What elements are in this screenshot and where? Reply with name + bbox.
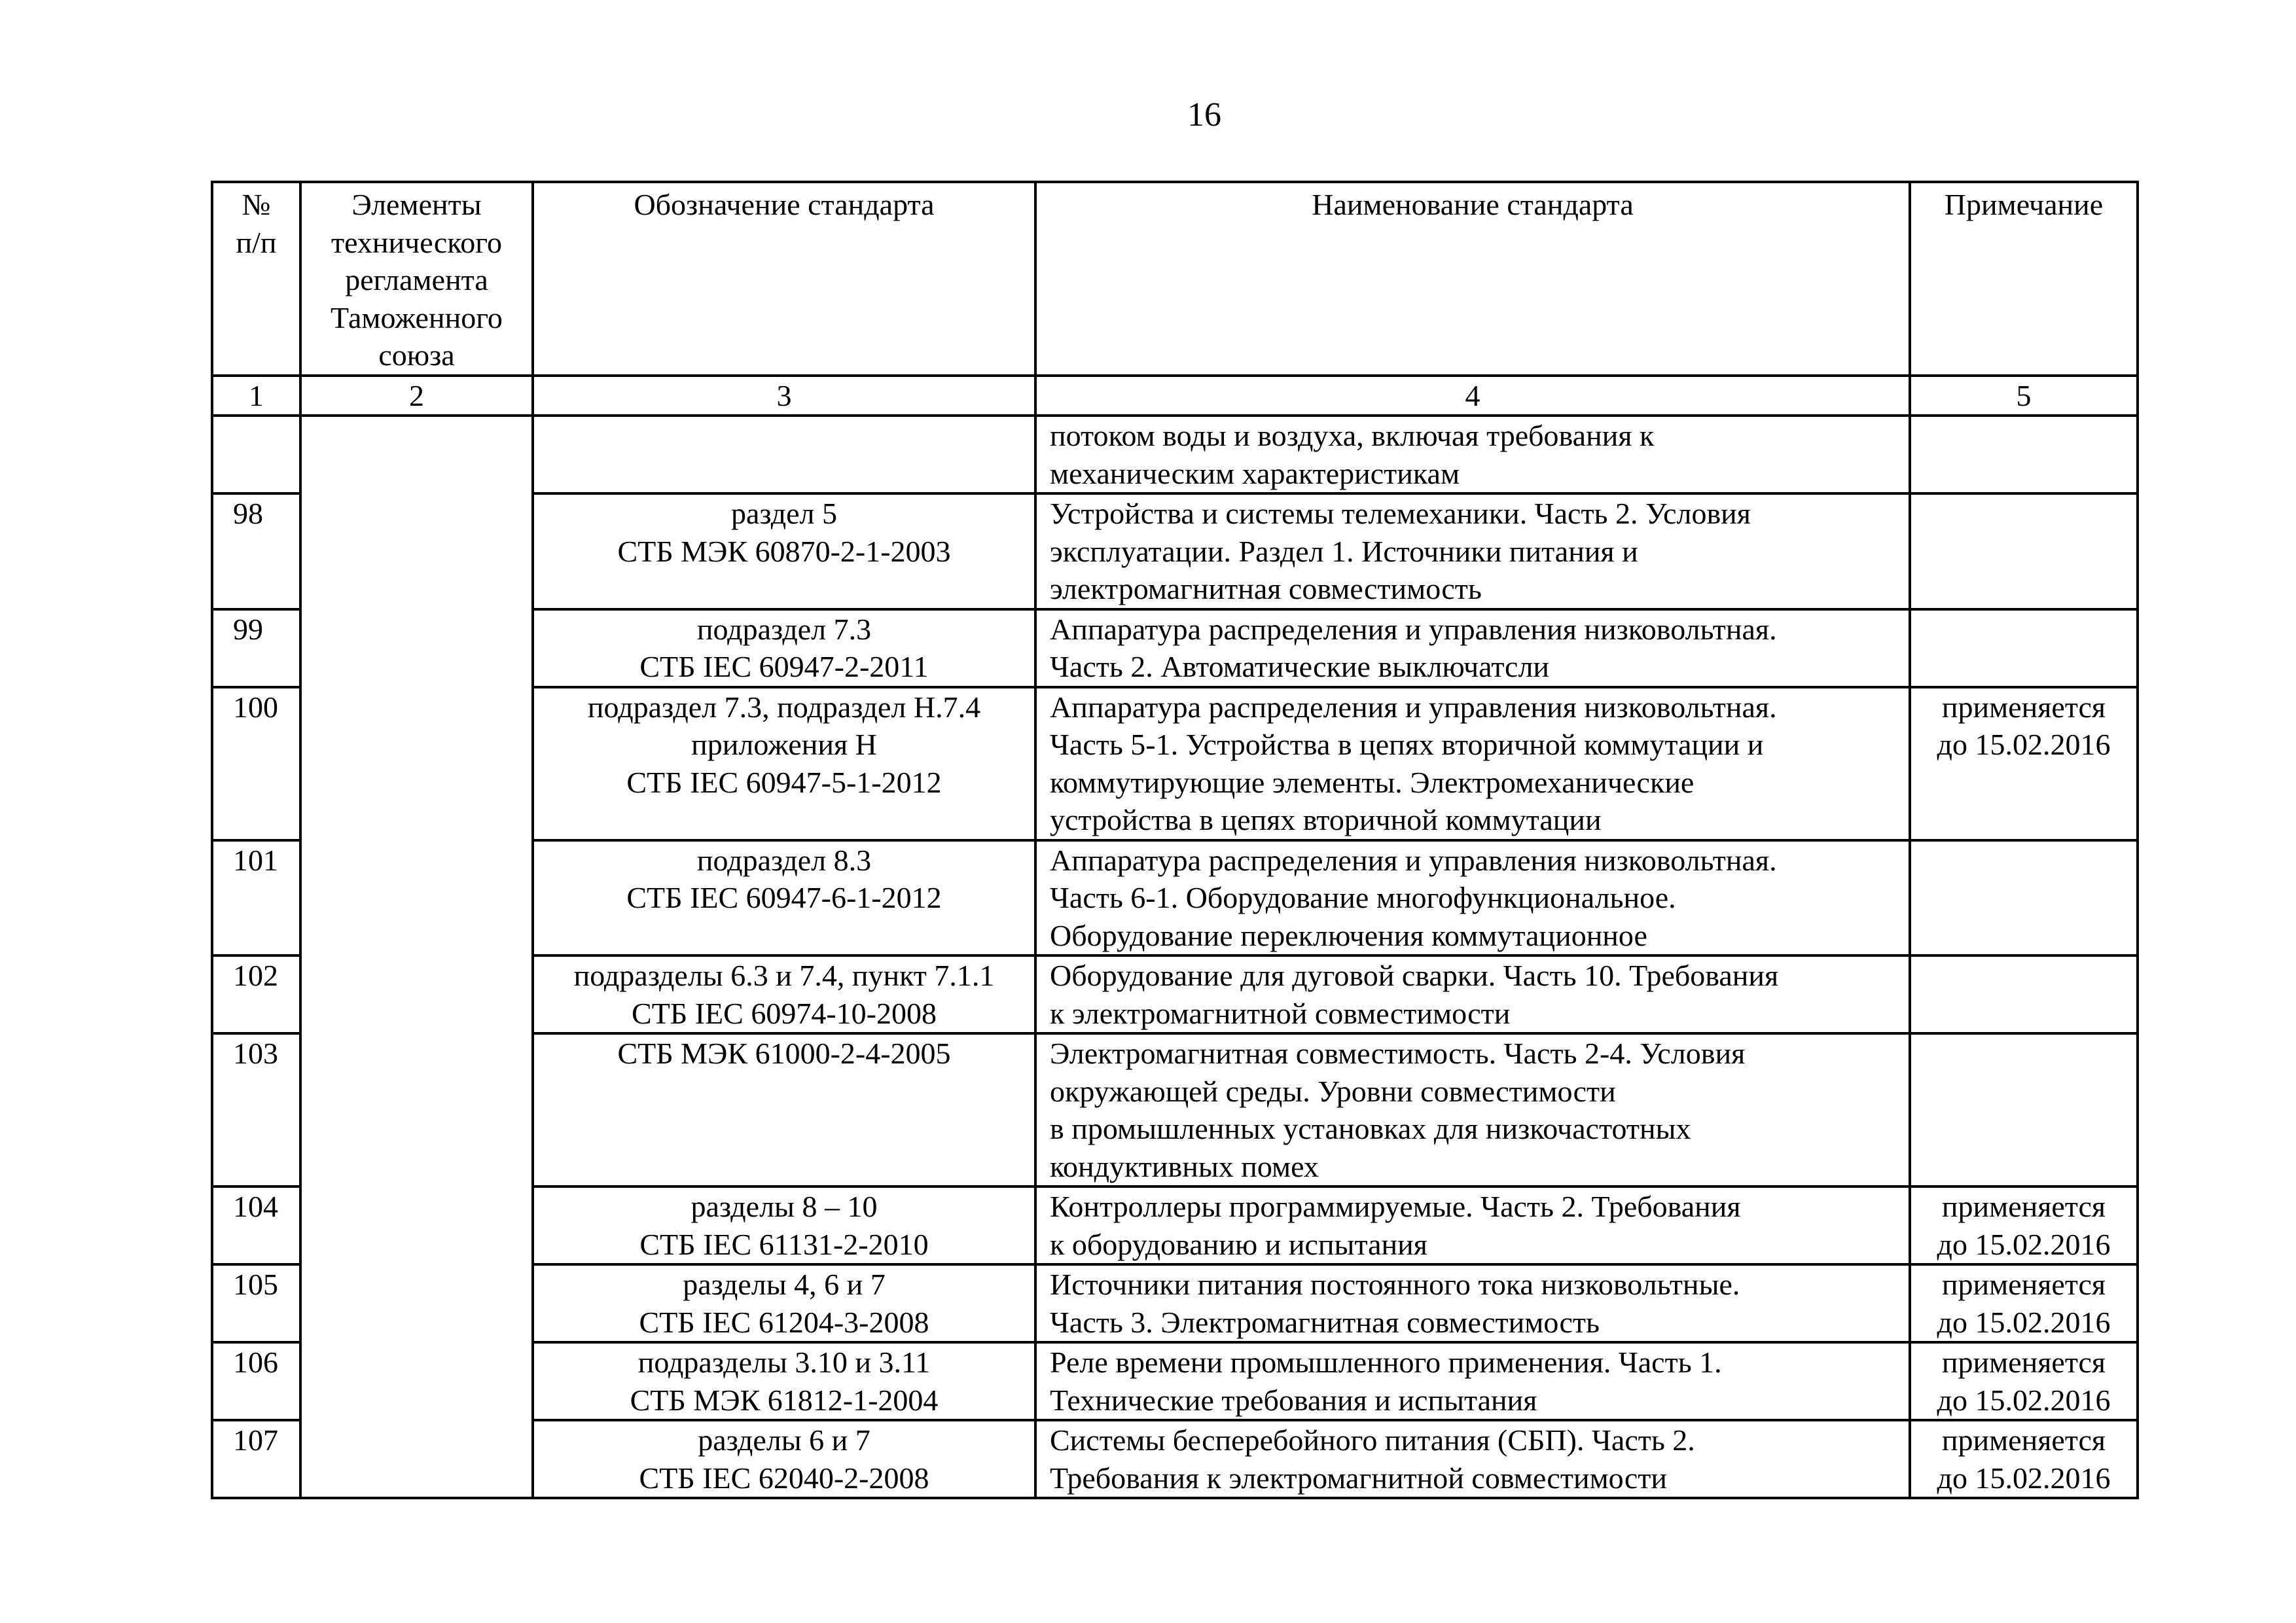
header-row xyxy=(212,182,2138,376)
cell-line: разделы 8 – 10 xyxy=(691,1190,878,1223)
note xyxy=(1910,840,2138,956)
cell-line: СТБ МЭК 61000-2-4-2005 xyxy=(617,1037,951,1070)
cell-line: окружающей среды. Уровни совместимости xyxy=(1050,1074,1616,1108)
cell-line: СТБ IEC 61204-3-2008 xyxy=(639,1305,929,1339)
standard-name xyxy=(1035,840,1910,956)
cell-line: приложения Н xyxy=(691,728,877,761)
cell-line: Часть 2. Автоматические выключатсли xyxy=(1050,650,1550,683)
row-number: 107 xyxy=(212,1420,300,1498)
cell-line: подразделы 6.3 и 7.4, пункт 7.1.1 xyxy=(573,959,995,992)
row-number: 104 xyxy=(212,1186,300,1264)
note xyxy=(1910,1342,2138,1420)
standard-name xyxy=(1035,493,1910,609)
cell-line: СТБ IEC 62040-2-2008 xyxy=(639,1461,929,1495)
cell-line: к оборудованию и испытания xyxy=(1050,1227,1427,1261)
standard-name xyxy=(1035,416,1910,493)
note xyxy=(1910,1420,2138,1498)
note xyxy=(1910,416,2138,493)
standards-table xyxy=(211,181,2139,1499)
cell-line: применяется xyxy=(1941,1423,2106,1457)
cell-line: СТБ IEC 60947-2-2011 xyxy=(639,650,929,683)
cell-line: разделы 4, 6 и 7 xyxy=(683,1268,886,1301)
note xyxy=(1910,687,2138,840)
header-standard-name: Наименование стандарта xyxy=(1035,182,1910,376)
cell-line: до 15.02.2016 xyxy=(1937,1305,2111,1339)
cell-line: потоком воды и воздуха, включая требования к xyxy=(1050,419,1655,452)
standard-name xyxy=(1035,1264,1910,1342)
note xyxy=(1910,609,2138,687)
cell-line: СТБ IEC 61131-2-2010 xyxy=(639,1227,929,1261)
header-number: № п/п xyxy=(212,182,300,376)
cell-line: Оборудование для дуговой сварки. Часть 10. Требования xyxy=(1050,959,1779,992)
cell-line: подраздел 7.3 xyxy=(696,612,872,646)
standard-designation xyxy=(533,955,1035,1033)
cell-line: СТБ IEC 60974-10-2008 xyxy=(632,996,937,1030)
row-number: 100 xyxy=(212,687,300,840)
column-index: 5 xyxy=(1910,376,2138,416)
row-number: 105 xyxy=(212,1264,300,1342)
column-index: 3 xyxy=(533,376,1035,416)
standard-name xyxy=(1035,1420,1910,1498)
note xyxy=(1910,1033,2138,1186)
cell-line: Устройства и системы телемеханики. Часть 2. Условия xyxy=(1050,497,1751,530)
column-index: 2 xyxy=(300,376,533,416)
regulation-elements-cell xyxy=(300,416,533,1498)
cell-line: электромагнитная совместимость xyxy=(1050,572,1482,605)
cell-line: применяется xyxy=(1941,1190,2106,1223)
note xyxy=(1910,493,2138,609)
row-number: 101 xyxy=(212,840,300,956)
row-number: 98 xyxy=(212,493,300,609)
note xyxy=(1910,1264,2138,1342)
cell-line: применяется xyxy=(1941,1268,2106,1301)
standard-designation xyxy=(533,493,1035,609)
header-note: Примечание xyxy=(1910,182,2138,376)
standard-designation xyxy=(533,840,1035,956)
cell-line: разделы 6 и 7 xyxy=(698,1423,870,1457)
note xyxy=(1910,955,2138,1033)
standard-designation xyxy=(533,1186,1035,1264)
cell-line: подраздел 7.3, подраздел Н.7.4 xyxy=(587,690,981,724)
row-number xyxy=(212,416,300,493)
cell-line: Часть 3. Электромагнитная совместимость xyxy=(1050,1305,1600,1339)
cell-line: раздел 5 xyxy=(730,497,838,530)
column-index: 1 xyxy=(212,376,300,416)
cell-line: Контроллеры программируемые. Часть 2. Требования xyxy=(1050,1190,1741,1223)
table-body xyxy=(212,416,2138,1498)
cell-line: Аппаратура распределения и управления низковольтная. xyxy=(1050,612,1777,646)
cell-line: Источники питания постоянного тока низковольтные. xyxy=(1050,1268,1740,1301)
cell-line: до 15.02.2016 xyxy=(1937,1461,2111,1495)
cell-line: СТБ IEC 60947-6-1-2012 xyxy=(626,881,942,914)
cell-line: применяется xyxy=(1941,1346,2106,1379)
cell-line: в промышленных установках для низкочастотных xyxy=(1050,1112,1691,1145)
cell-line: подразделы 3.10 и 3.11 xyxy=(637,1346,931,1379)
row-number: 99 xyxy=(212,609,300,687)
cell-line: до 15.02.2016 xyxy=(1937,1383,2111,1417)
column-index: 4 xyxy=(1035,376,1910,416)
cell-line: СТБ МЭК 61812-1-2004 xyxy=(630,1383,939,1417)
cell-line: Требования к электромагнитной совместимости xyxy=(1050,1461,1667,1495)
page-number: 16 xyxy=(1187,96,1221,134)
standard-designation xyxy=(533,1342,1035,1420)
standard-name xyxy=(1035,1342,1910,1420)
table-row xyxy=(212,416,2138,493)
cell-line: Системы бесперебойного питания (СБП). Часть 2. xyxy=(1050,1423,1695,1457)
standard-name xyxy=(1035,1186,1910,1264)
cell-line: Электромагнитная совместимость. Часть 2-4. Условия xyxy=(1050,1037,1746,1070)
cell-line: Реле времени промышленного применения. Часть 1. xyxy=(1050,1346,1722,1379)
cell-line: Оборудование переключения коммутационное xyxy=(1050,918,1647,952)
cell-line: Аппаратура распределения и управления низковольтная. xyxy=(1050,843,1777,877)
row-number: 103 xyxy=(212,1033,300,1186)
cell-line: устройства в цепях вторичной коммутации xyxy=(1050,803,1602,836)
cell-line: СТБ IEC 60947-5-1-2012 xyxy=(626,765,942,799)
cell-line: Часть 6-1. Оборудование многофункциональное. xyxy=(1050,881,1676,914)
cell-line: к электромагнитной совместимости xyxy=(1050,996,1511,1030)
cell-line: СТБ МЭК 60870-2-1-2003 xyxy=(617,534,951,568)
standard-designation xyxy=(533,687,1035,840)
row-number: 106 xyxy=(212,1342,300,1420)
cell-line: Часть 5-1. Устройства в цепях вторичной коммутации и xyxy=(1050,728,1764,761)
cell-line: Аппаратура распределения и управления низковольтная. xyxy=(1050,690,1777,724)
header-regulation-elements: Элементы технического регламента Таможенного союза xyxy=(300,182,533,376)
column-index-row xyxy=(212,376,2138,416)
header-standard-designation: Обозначение стандарта xyxy=(533,182,1035,376)
standard-designation xyxy=(533,1264,1035,1342)
row-number: 102 xyxy=(212,955,300,1033)
cell-line: применяется xyxy=(1941,690,2106,724)
standard-designation xyxy=(533,1033,1035,1186)
cell-line: Технические требования и испытания xyxy=(1050,1383,1537,1417)
standard-name xyxy=(1035,955,1910,1033)
cell-line: эксплуатации. Раздел 1. Источники питания и xyxy=(1050,534,1638,568)
cell-line: подраздел 8.3 xyxy=(696,843,872,877)
cell-line: до 15.02.2016 xyxy=(1937,728,2111,761)
cell-line: коммутирующие элементы. Электромеханические xyxy=(1050,765,1695,799)
standard-designation xyxy=(533,416,1035,493)
standard-designation xyxy=(533,1420,1035,1498)
standard-name xyxy=(1035,1033,1910,1186)
standard-name xyxy=(1035,609,1910,687)
note xyxy=(1910,1186,2138,1264)
cell-line: до 15.02.2016 xyxy=(1937,1227,2111,1261)
cell-line: механическим характеристикам xyxy=(1050,456,1460,490)
cell-line: кондуктивных помех xyxy=(1050,1149,1319,1183)
standard-designation xyxy=(533,609,1035,687)
standard-name xyxy=(1035,687,1910,840)
